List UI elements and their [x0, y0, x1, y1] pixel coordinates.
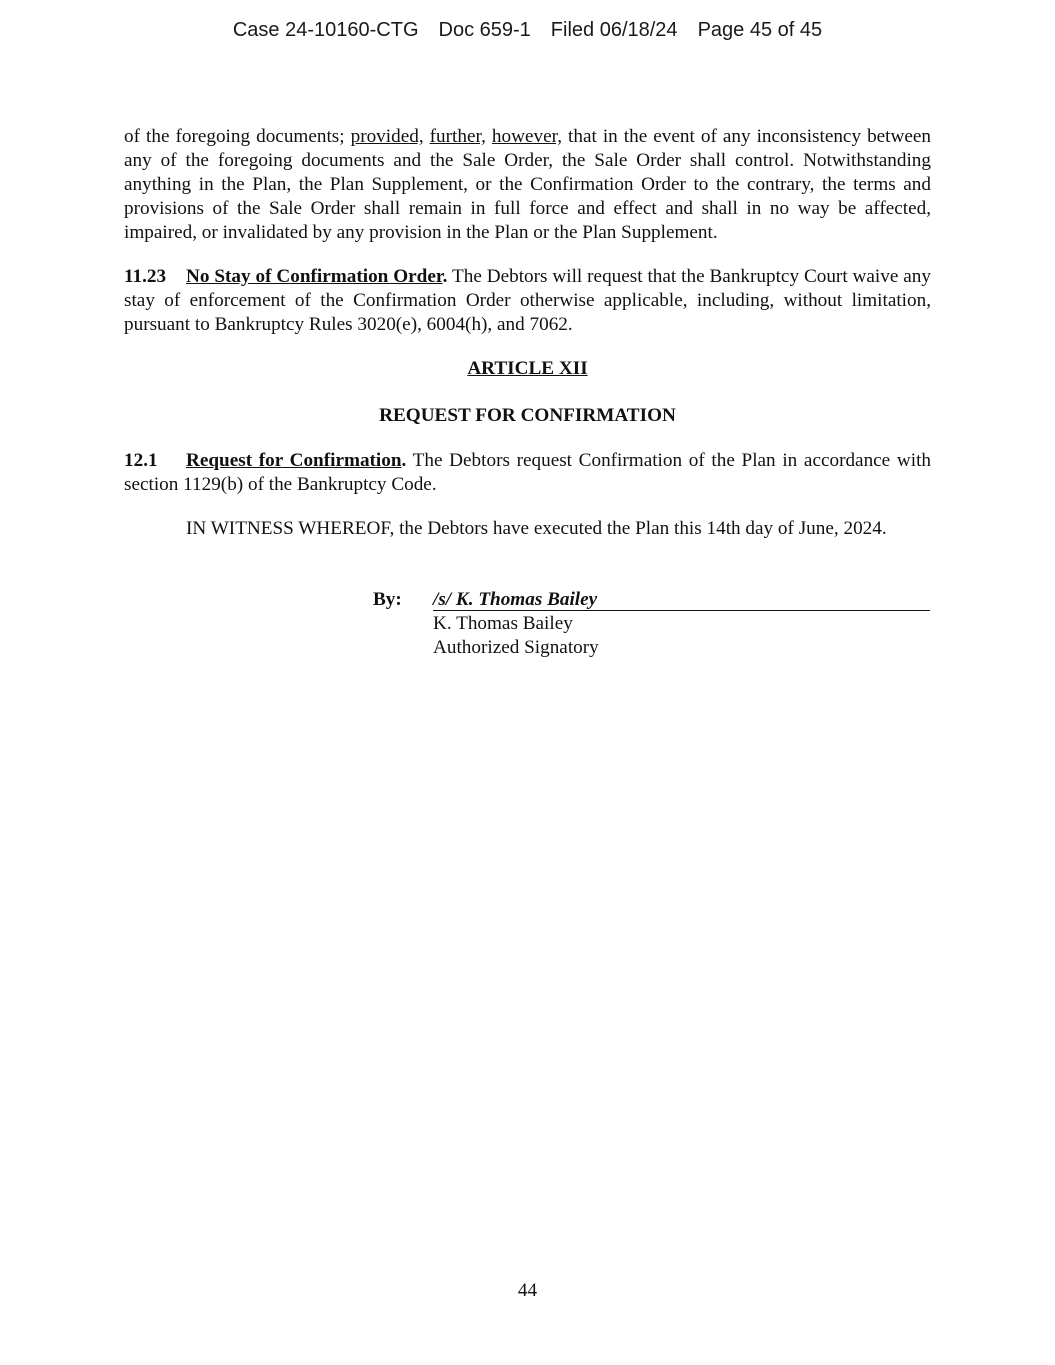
section-heading: Request for Confirmation [186, 450, 402, 471]
paragraph-sale-order: of the foregoing documents; provided, further, however, that in the event of any inconsistency between any of the foregoing documents and the Sale Order, the Sale Order shall control. Notwithstanding anything in the Plan, the Plan Supplement, or the Confirmation Order to the contrary, the terms and provisions of the Sale Order shall remain in full force and effect and shall in no way be affected, impaired, or invalidated by any provision in the Plan or the Plan Supplement. [124, 126, 932, 243]
section-12-1: 12.1 Request for Confirmation. The Debtors request Confirmation of the Plan in accordance with section 1129(b) of the Bankruptcy Code. [124, 450, 931, 495]
section-text: The Debtors will request that the Bankruptcy Court waive any stay of enforcement of the Confirmation Order otherwise applicable, including, without limitation, pursuant to Bankruptcy Rules 3020(e), 6004(h), and 7062. [124, 266, 931, 335]
article-title: REQUEST FOR CONFIRMATION [379, 405, 676, 426]
filing-header [0, 19, 1055, 42]
page-number: 44 [517, 1280, 538, 1301]
section-number: 12.1 [124, 450, 158, 471]
term-however: however, [491, 126, 563, 147]
signatory-title: Authorized Signatory [433, 637, 599, 658]
filed-date: Filed 06/18/24 [550, 19, 678, 41]
term-further: further, [429, 126, 486, 147]
article-label: ARTICLE XII [467, 358, 588, 379]
case-number: Case 24-10160-CTG [232, 19, 419, 41]
section-heading: No Stay of Confirmation Order [186, 266, 443, 287]
section-number: 11.23 [124, 266, 167, 287]
section-11-23: 11.23 No Stay of Confirmation Order. The Debtors will request that the Bankruptcy Court waive any stay of enforcement of the Confirmation Order otherwise applicable, including, without limitation, pursuant to Bankruptcy Rules 3020(e), 6004(h), and 7062. [124, 266, 931, 335]
page-count: Page 45 of 45 [697, 19, 823, 41]
term-provided: provided, [350, 126, 424, 147]
by-label: By: [373, 589, 402, 610]
section-text: The Debtors request Confirmation of the Plan in accordance with section 1129(b) of the Bankruptcy Code. [124, 450, 931, 495]
signature: /s/ K. Thomas Bailey [433, 589, 598, 610]
signature-line [433, 588, 930, 611]
witness-clause: IN WITNESS WHEREOF, the Debtors have executed the Plan this 14th day of June, 2024. [186, 518, 887, 539]
doc-number: Doc 659-1 [438, 19, 531, 41]
signatory-name: K. Thomas Bailey [433, 613, 573, 634]
